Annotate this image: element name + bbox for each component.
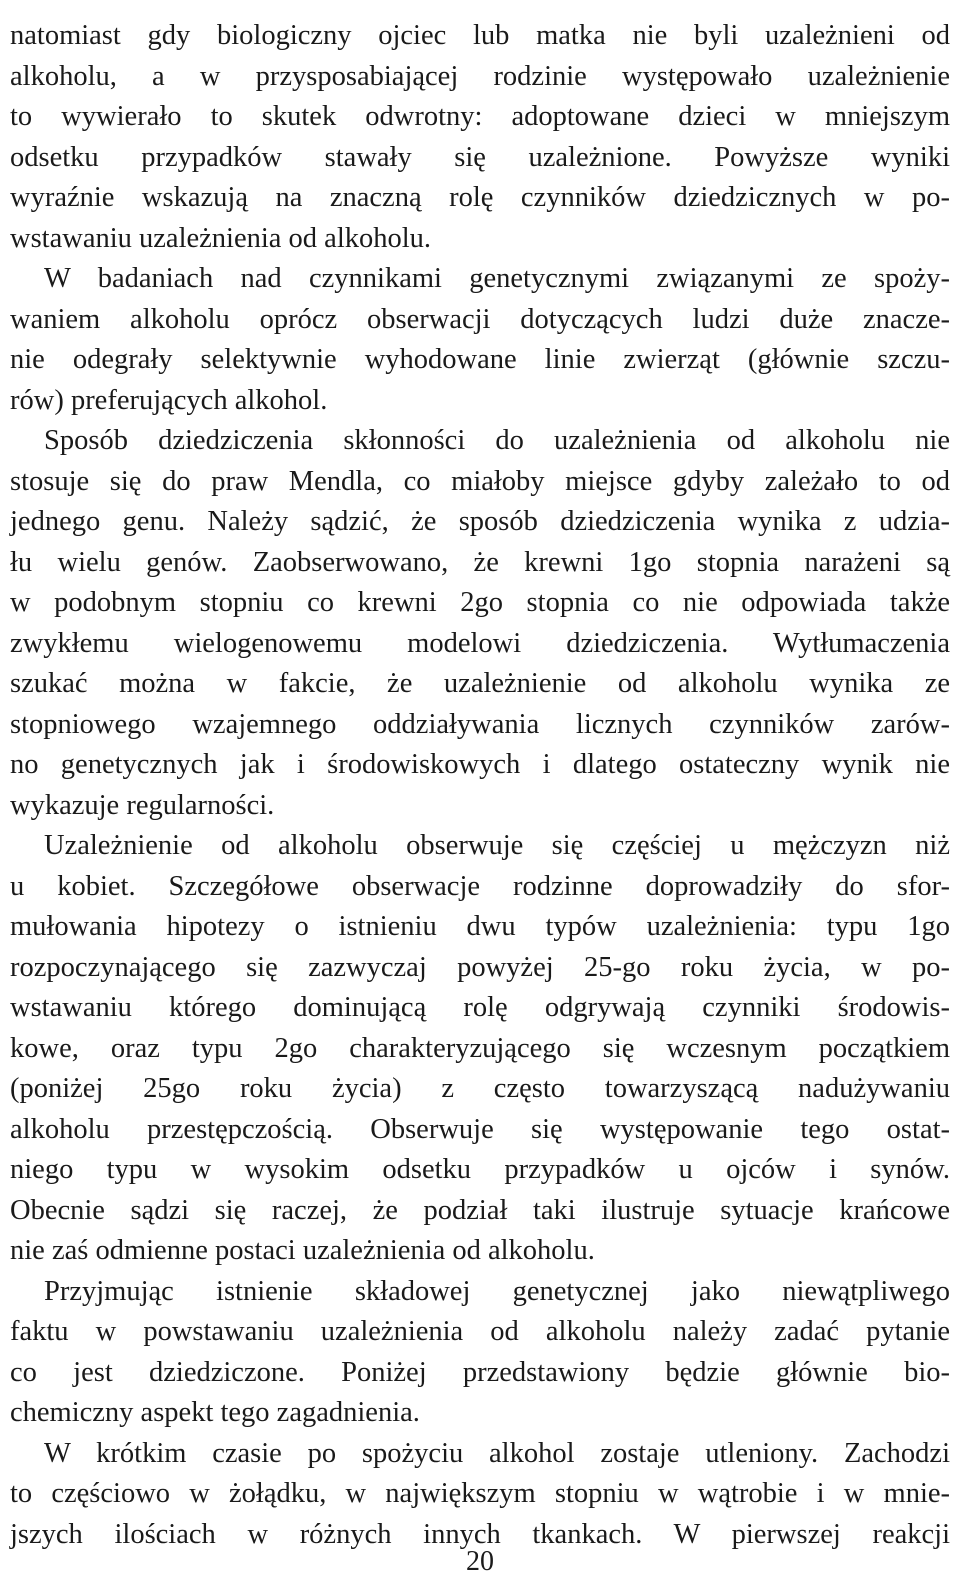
- text-line: stosuje się do praw Mendla, co miałoby miejsce gdyby zależało to od: [10, 465, 950, 497]
- text-line: Sposób dziedziczenia skłonności do uzależnienia od alkoholu nie: [44, 425, 950, 456]
- text-line: alkoholu, a w przysposabiającej rodzinie występowało uzależnienie: [10, 60, 950, 92]
- text-line: mułowania hipotezy o istnieniu dwu typów uzależnienia: typu 1go: [10, 911, 950, 942]
- paragraph: [10, 826, 950, 1272]
- text-line: co jest dziedziczone. Poniżej przedstawiony będzie głównie bio-: [10, 1356, 950, 1388]
- text-line: Przyjmując istnienie składowej genetycznej jako niewątpliwego: [44, 1275, 950, 1307]
- text-line: natomiast gdy biologiczny ojciec lub matka nie byli uzależnieni od: [10, 20, 950, 51]
- paragraph: [10, 1434, 950, 1556]
- text-line: wykazuje regularności.: [10, 789, 275, 821]
- text-line: wstawaniu którego dominującą rolę odgrywają czynniki środowis-: [10, 992, 950, 1023]
- paragraph: [10, 1272, 950, 1434]
- text-line: no genetycznych jak i środowiskowych i dlatego ostateczny wynik nie: [10, 749, 950, 780]
- text-line: nie zaś odmienne postaci uzależnienia od alkoholu.: [10, 1235, 595, 1266]
- text-line: łu wielu genów. Zaobserwowano, że krewni 1go stopnia narażeni są: [10, 546, 950, 578]
- text-line: stopniowego wzajemnego oddziaływania licznych czynników zarów-: [10, 708, 950, 740]
- paragraph: [10, 16, 950, 259]
- text-line: wyraźnie wskazują na znaczną rolę czynników dziedzicznych w po-: [10, 182, 950, 213]
- text-line: rów) preferujących alkohol.: [10, 384, 328, 416]
- text-line: to wywierało to skutek odwrotny: adoptowane dzieci w mniejszym: [10, 101, 950, 132]
- text-line: faktu w powstawaniu uzależnienia od alkoholu należy zadać pytanie: [10, 1316, 950, 1347]
- text-line: szukać można w fakcie, że uzależnienie od alkoholu wynika ze: [10, 668, 950, 699]
- text-line: w podobnym stopniu co krewni 2go stopnia co nie odpowiada także: [10, 587, 950, 618]
- text-line: odsetku przypadków stawały się uzależnione. Powyższe wyniki: [10, 141, 950, 173]
- text-line: kowe, oraz typu 2go charakteryzującego się wczesnym początkiem: [10, 1032, 950, 1064]
- page-body: [10, 16, 950, 1555]
- text-line: wstawaniu uzależnienia od alkoholu.: [10, 222, 432, 254]
- text-line: W badaniach nad czynnikami genetycznymi związanymi ze spoży-: [44, 263, 950, 294]
- page-number: 20: [466, 1546, 494, 1577]
- text-line: alkoholu przestępczością. Obserwuje się występowanie tego ostat-: [10, 1113, 950, 1145]
- text-line: waniem alkoholu oprócz obserwacji dotyczących ludzi duże znacze-: [10, 303, 950, 335]
- text-line: niego typu w wysokim odsetku przypadków u ojców i synów.: [10, 1154, 950, 1185]
- text-line: Obecnie sądzi się raczej, że podział taki ilustruje sytuacje krańcowe: [10, 1194, 950, 1226]
- text-line: chemiczny aspekt tego zagadnienia.: [10, 1397, 420, 1428]
- text-line: rozpoczynającego się zazwyczaj powyżej 25-go roku życia, w po-: [10, 951, 950, 983]
- text-line: to częściowo w żołądku, w największym stopniu w wątrobie i w mnie-: [10, 1478, 950, 1509]
- text-line: (poniżej 25go roku życia) z często towarzyszącą nadużywaniu: [10, 1073, 950, 1104]
- text-line: zwykłemu wielogenowemu modelowi dziedziczenia. Wytłumaczenia: [10, 627, 950, 659]
- text-line: jszych ilościach w różnych innych tkankach. W pierwszej reakcji: [10, 1518, 950, 1550]
- paragraph: [10, 259, 950, 421]
- text-line: u kobiet. Szczegółowe obserwacje rodzinne doprowadziły do sfor-: [10, 870, 950, 902]
- text-line: W krótkim czasie po spożyciu alkohol zostaje utleniony. Zachodzi: [44, 1437, 950, 1469]
- text-line: nie odegrały selektywnie wyhodowane linie zwierząt (głównie szczu-: [10, 344, 950, 375]
- text-line: Uzależnienie od alkoholu obserwuje się częściej u mężczyzn niż: [44, 830, 950, 861]
- paragraph: [10, 421, 950, 826]
- text-line: jednego genu. Należy sądzić, że sposób dziedziczenia wynika z udzia-: [10, 506, 950, 537]
